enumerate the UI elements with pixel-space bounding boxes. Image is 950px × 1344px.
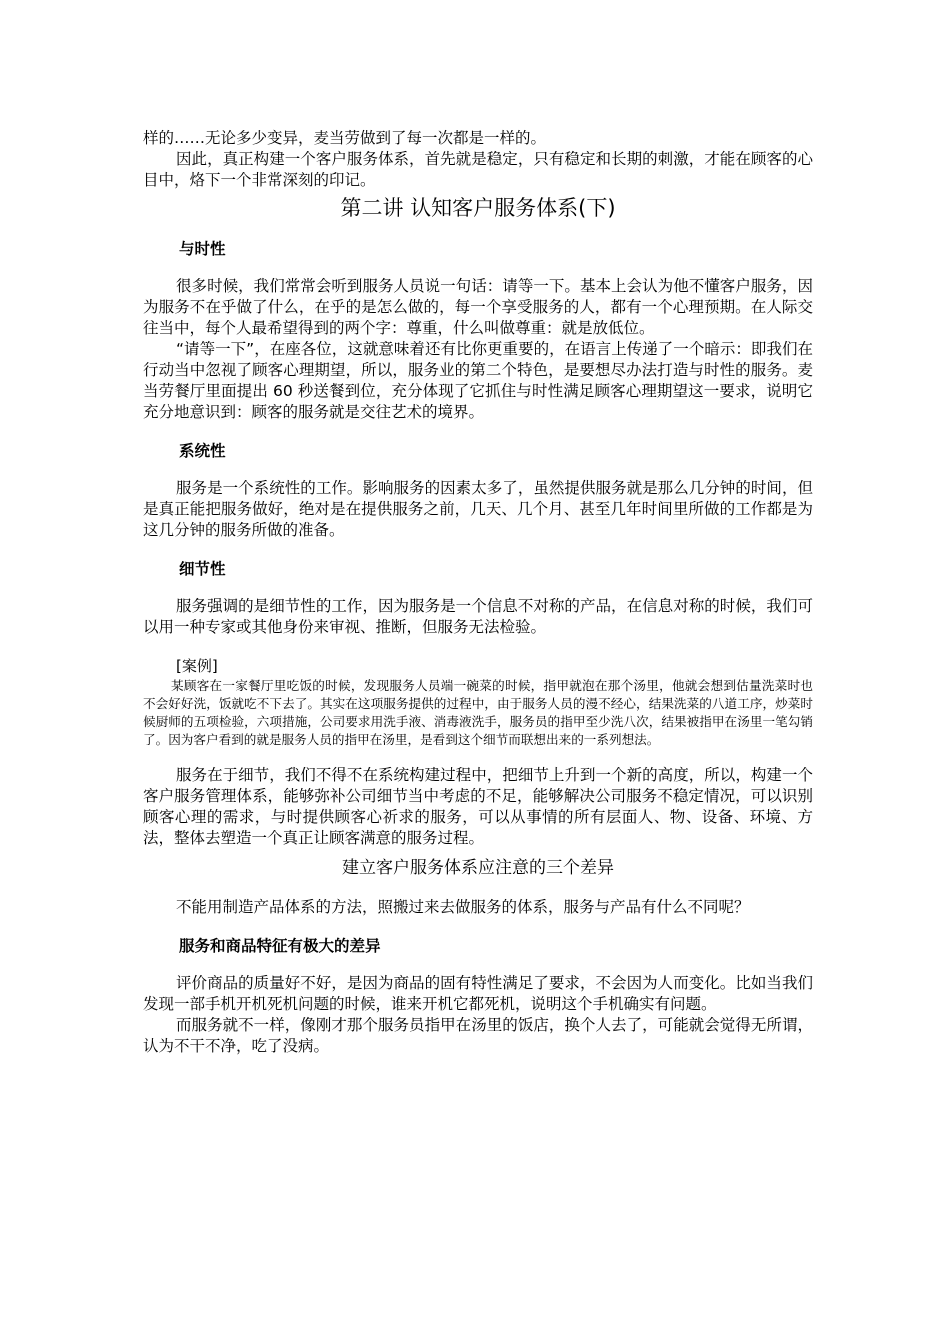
paragraph: 很多时候，我们常常会听到服务人员说一句话：请等一下。基本上会认为他不懂客户服务，因为服务不在乎做了什么，在乎的是怎么做的，每一个享受服务的人，都有一个心理预期。在人际交往当中，每个人最希望得到的两个字：尊重，什么叫做尊重：就是放低位。	[143, 277, 813, 337]
paragraph: 而服务就不一样，像刚才那个服务员指甲在汤里的饭店，换个人去了，可能就会觉得无所谓，认为不干不净，吃了没病。	[143, 1016, 813, 1055]
paragraph: “请等一下”，在座各位，这就意味着还有比你更重要的，在语言上传递了一个暗示：即我们在行动当中忽视了顾客心理期望，所以，服务业的第二个特色，是要想尽办法打造与时性的服务。麦当劳餐厅里面提出 60 秒送餐到位，充分体现了它抓住与时性满足顾客心理期望这一要求，说明它充分地意识到：顾客的服务就是交往艺术的境界。	[143, 340, 813, 421]
intro-continuation: 样的……无论多少变异，麦当劳做到了每一次都是一样的。	[143, 129, 547, 147]
paragraph: 服务在于细节，我们不得不在系统构建过程中，把细节上升到一个新的高度，所以，构建一个客户服务管理体系，能够弥补公司细节当中考虑的不足，能够解决公司服务不稳定情况，可以识别顾客心理的需求，与时提供顾客心祈求的服务，可以从事情的所有层面人、物、设备、环境、方法，整体去塑造一个真正让顾客满意的服务过程。	[143, 766, 813, 847]
intro-paragraph: 因此，真正构建一个客户服务体系，首先就是稳定，只有稳定和长期的刺激，才能在顾客的心目中，烙下一个非常深刻的印记。	[143, 150, 813, 189]
section-heading-systematic: 系统性	[179, 442, 226, 460]
paragraph: 服务是一个系统性的工作。影响服务的因素太多了，虽然提供服务就是那么几分钟的时间，但是真正能把服务做好，绝对是在提供服务之前，几天、几个月、甚至几年时间里所做的工作都是为这几分钟的服务所做的准备。	[143, 479, 813, 539]
section-heading-timeliness: 与时性	[179, 240, 226, 258]
document-page	[143, 128, 813, 1057]
case-text: 某顾客在一家餐厅里吃饭的时候，发现服务人员端一碗菜的时候，指甲就泡在那个汤里，他就会想到估量洗菜时也不会好好洗，饭就吃不下去了。其实在这项服务提供的过程中，由于服务人员的漫不经心，结果洗菜的八道工序，炒菜时候厨师的五项检验，六项措施，公司要求用洗手液、消毒液洗手，服务员的指甲至少洗八次，结果被指甲在汤里一笔勾销了。因为客户看到的就是服务人员的指甲在汤里，是看到这个细节而联想出来的一系列想法。	[143, 678, 813, 747]
question-paragraph: 不能用制造产品体系的方法，照搬过来去做服务的体系，服务与产品有什么不同呢？	[176, 898, 750, 916]
lecture-title: 第二讲 认知客户服务体系(下)	[340, 196, 616, 220]
paragraph: 服务强调的是细节性的工作，因为服务是一个信息不对称的产品，在信息对称的时候，我们可以用一种专家或其他身份来审视、推断，但服务无法检验。	[143, 597, 813, 636]
section-subtitle: 建立客户服务体系应注意的三个差异	[342, 858, 614, 878]
section-heading-difference: 服务和商品特征有极大的差异	[179, 937, 381, 955]
case-label: [案例]	[176, 657, 218, 675]
section-heading-detail: 细节性	[179, 560, 226, 578]
paragraph: 评价商品的质量好不好，是因为商品的固有特性满足了要求，不会因为人而变化。比如当我们发现一部手机开机死机问题的时候，谁来开机它都死机，说明这个手机确实有问题。	[143, 974, 813, 1013]
